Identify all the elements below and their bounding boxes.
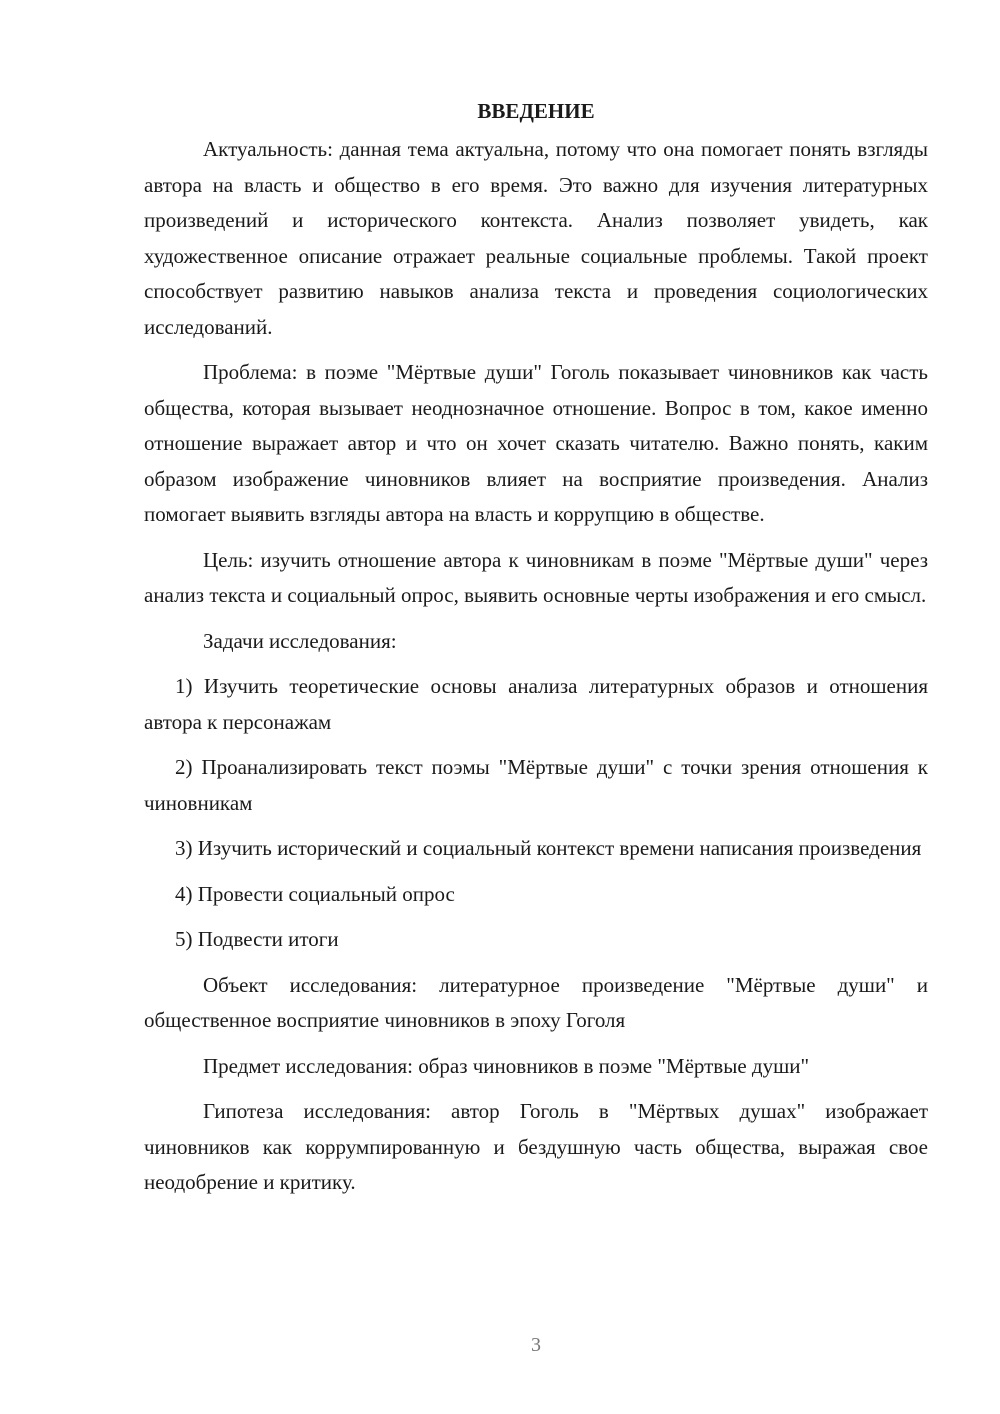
document-title: ВВЕДЕНИЕ (477, 99, 595, 123)
document-page (144, 96, 928, 1211)
task-item-4: 4) Провести социальный опрос (175, 881, 455, 906)
paragraph-goal: Цель: изучить отношение автора к чиновникам в поэме "Мёртвые души" через анализ текста и социальный опрос, выявить основные черты изображения и его смысл. (144, 547, 928, 607)
task-item-3: 3) Изучить исторический и социальный контекст времени написания произведения (175, 836, 922, 860)
page-number: 3 (531, 1334, 541, 1356)
task-item-2: 2) Проанализировать текст поэмы "Мёртвые души" с точки зрения отношения к чиновникам (144, 755, 928, 815)
paragraph-problem: Проблема: в поэме "Мёртвые души" Гоголь показывает чиновников как часть общества, которая вызывает неоднозначное отношение. Вопрос в том, какое именно отношение выражает автор и что он хочет сказать читателю. Важно понять, каким образом изображение чиновников влияет на восприятие произведения. Анализ помогает выявить взгляды автора на власть и коррупцию в обществе. (144, 360, 928, 526)
task-item-5: 5) Подвести итоги (175, 927, 339, 951)
paragraph-tasks-heading: Задачи исследования: (203, 628, 397, 653)
paragraph-hypothesis: Гипотеза исследования: автор Гоголь в "Мёртвых душах" изображает чиновников как коррумпированную и бездушную часть общества, выражая свое неодобрение и критику. (144, 1099, 928, 1194)
paragraph-relevance: Актуальность: данная тема актуальна, потому что она помогает понять взгляды автора на власть и общество в его время. Это важно для изучения литературных произведений и исторического контекста. Анализ позволяет увидеть, как художественное описание отражает реальные социальные проблемы. Такой проект способствует развитию навыков анализа текста и проведения социологических исследований. (144, 137, 928, 339)
paragraph-object: Объект исследования: литературное произведение "Мёртвые души" и общественное восприятие чиновников в эпоху Гоголя (144, 972, 928, 1032)
paragraph-subject: Предмет исследования: образ чиновников в поэме "Мёртвые души" (203, 1053, 810, 1078)
task-item-1: 1) Изучить теоретические основы анализа литературных образов и отношения автора к персонажам (144, 674, 928, 734)
